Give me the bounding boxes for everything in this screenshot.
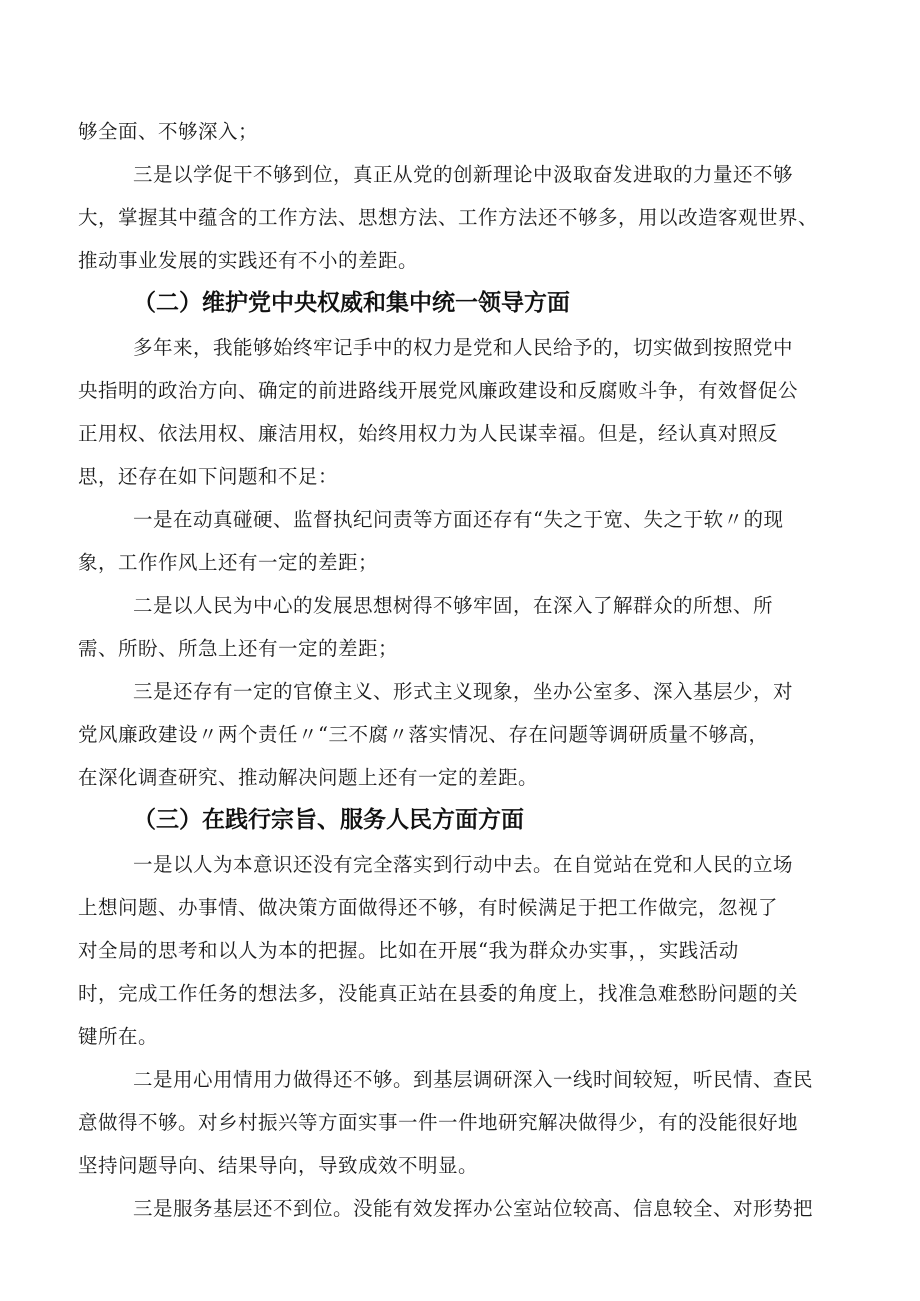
text-line: 推动事业发展的实践还有不小的差距。 [78,249,419,272]
text-line: 坚持问题导向、结果导向，导致成效不明显。 [78,1154,479,1177]
text-line: 上想问题、办事情、做决策方面做得还不够，有时候满足于把工作做完，忽视了 [78,896,779,919]
text-line: 思，还存在如下问题和不足： [78,465,339,488]
section-heading-2: （二）维护党中央权威和集中统一领导方面 [133,290,570,316]
paragraph-first-line: 三是还存有一定的官僚主义、形式主义现象，坐办公室多、深入基层少，对 [133,680,794,703]
paragraph-first-line: 多年来，我能够始终牢记手中的权力是党和人民给予的，切实做到按照党中 [133,336,794,359]
paragraph-first-line: 三是服务基层还不到位。没能有效发挥办公室站位较高、信息较全、对形势把 [133,1197,814,1220]
text-line: 需、所盼、所急上还有一定的差距； [78,637,399,660]
text-line: 央指明的政治方向、确定的前进路线开展党风廉政建设和反腐败斗争，有效督促公 [78,379,799,402]
paragraph-first-line: 二是以人民为中心的发展思想树得不够牢固，在深入了解群众的所想、所 [133,594,774,617]
paragraph-first-line: 二是用心用情用力做得还不够。到基层调研深入一线时间较短，听民情、查民 [133,1068,814,1091]
text-line: 键所在。 [78,1025,159,1048]
paragraph-first-line: 一是以人为本意识还没有完全落实到行动中去。在自觉站在党和人民的立场 [133,853,794,876]
text-line: 在深化调查研究、推动解决问题上还有一定的差距。 [78,766,539,789]
text-line: 时，完成工作任务的想法多，没能真正站在县委的角度上，找准急难愁盼问题的关 [78,982,799,1005]
text-line: 意做得不够。对乡村振兴等方面实事一件一件地研究解决做得少，有的没能很好地 [78,1111,799,1134]
text-line: 够全面、不够深入； [78,120,259,143]
paragraph-first-line: 三是以学促干不够到位，真正从党的创新理论中汲取奋发进取的力量还不够 [133,163,794,186]
text-line: 大，掌握其中蕴含的工作方法、思想方法、工作方法还不够多，用以改造客观世界、 [78,206,819,229]
paragraph-first-line: 一是在动真碰硬、监督执纪问责等方面还存有“失之于宽、失之于软〃的现 [133,508,784,531]
text-line: 象，工作作风上还有一定的差距； [78,551,379,574]
text-line: 党风廉政建设〃两个责任〃“三不腐〃落实情况、存在问题等调研质量不够高， [78,723,769,746]
section-heading-3: （三）在践行宗旨、服务人民方面方面 [133,807,524,833]
text-line: 正用权、依法用权、廉洁用权，始终用权力为人民谋幸福。但是，经认真对照反 [78,422,779,445]
text-line: 对全局的思考和以人为本的把握。比如在开展“我为群众办实事，，实践活动 [78,939,739,962]
